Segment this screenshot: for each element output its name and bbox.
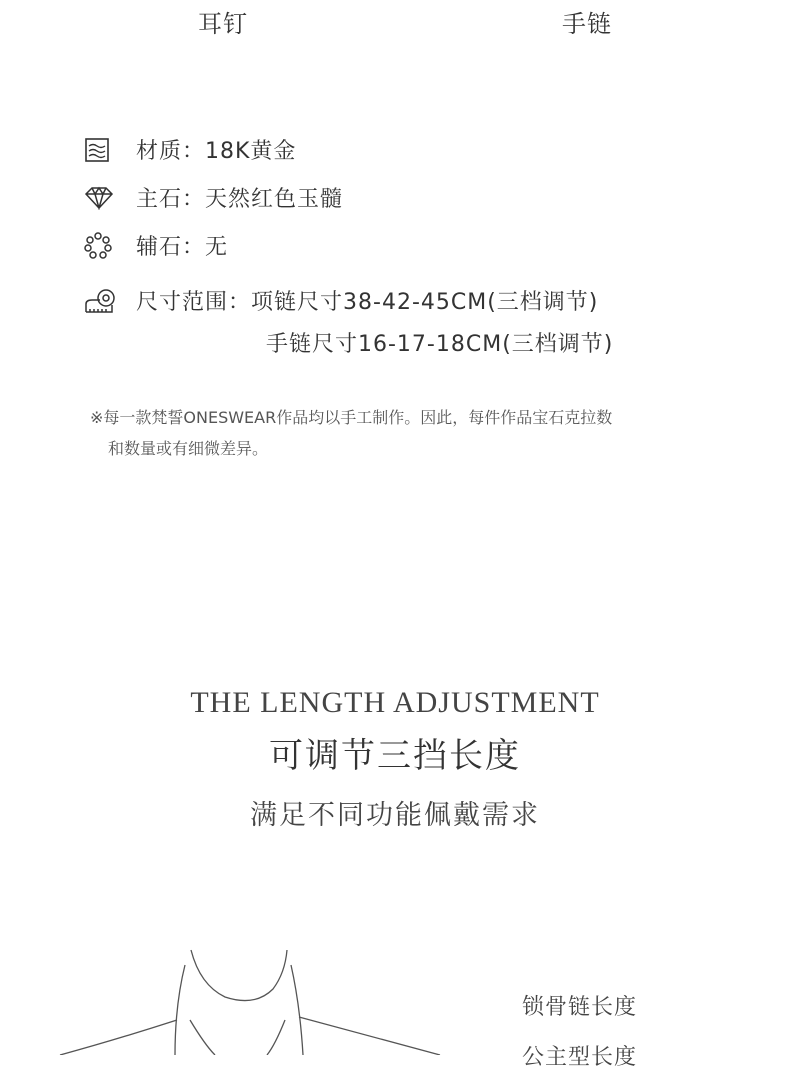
material-icon: [84, 136, 116, 164]
section-english-title: THE LENGTH ADJUSTMENT: [190, 686, 600, 719]
note-line-1: ※每一款梵誓ONESWEAR作品均以手工制作。因此，每件作品宝石克拉数: [90, 408, 613, 427]
side-stone-label: 辅石：: [136, 235, 206, 260]
spec-side-stone: [84, 230, 228, 261]
side-stone-value: 无: [205, 235, 229, 260]
gem-cluster-icon: [84, 232, 116, 260]
main-stone-label: 主石：: [136, 187, 206, 212]
spec-material: [84, 134, 296, 165]
size-label: 尺寸范围：: [136, 290, 252, 315]
section-chinese-title: 可调节三挡长度: [269, 736, 521, 776]
princess-length-label: 公主型长度: [522, 1045, 638, 1070]
section-subtitle: 满足不同功能佩戴需求: [250, 800, 540, 831]
collarbone-length-label: 锁骨链长度: [522, 995, 638, 1020]
bracelet-label: 手链: [562, 10, 612, 38]
earring-label: 耳钉: [198, 10, 248, 38]
material-value: 18K黄金: [205, 139, 297, 164]
spec-main-stone: [84, 182, 343, 213]
note-line-2: 和数量或有细微差异。: [108, 439, 269, 458]
bracelet-size: 手链尺寸16-17-18CM(三档调节): [266, 332, 614, 357]
material-label: 材质：: [136, 139, 206, 164]
main-stone-value: 天然红色玉髓: [205, 187, 344, 212]
spec-size: [84, 285, 598, 316]
neck-illustration: [55, 945, 455, 1055]
diamond-icon: [84, 184, 116, 212]
tape-measure-icon: [84, 287, 116, 315]
necklace-size: 项链尺寸38-42-45CM(三档调节): [251, 290, 599, 315]
handmade-note: [90, 402, 710, 464]
